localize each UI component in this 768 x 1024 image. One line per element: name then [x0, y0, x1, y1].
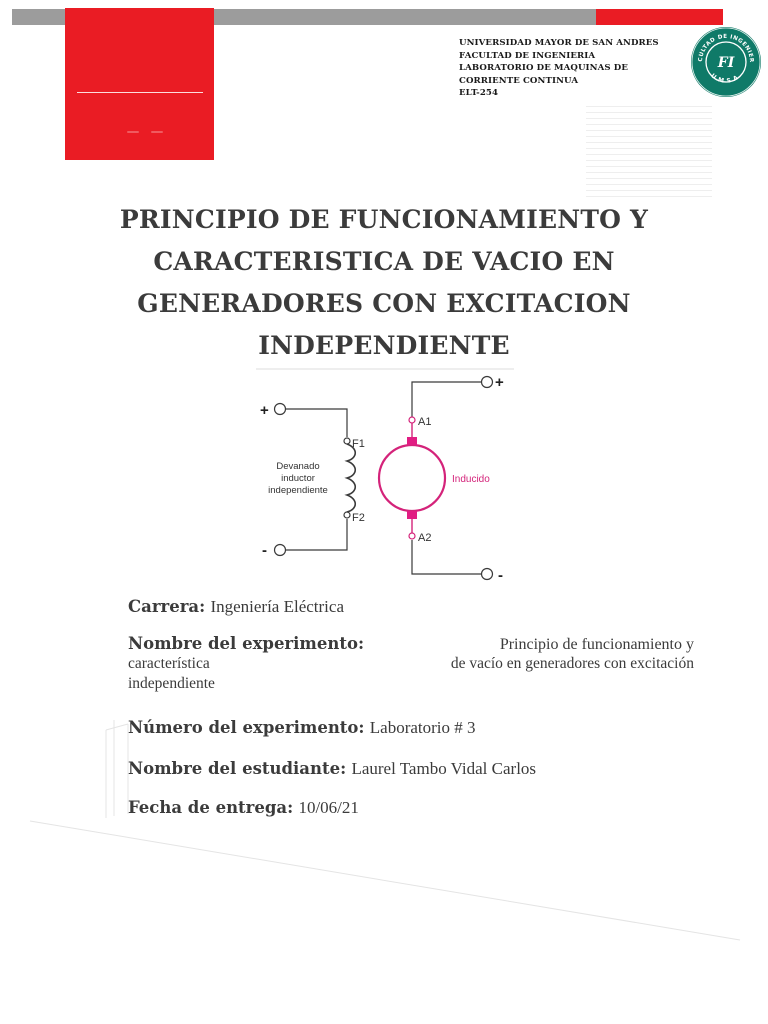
faculty-logo: [690, 26, 762, 98]
a2-label: A2: [418, 532, 432, 544]
f1-label: F1: [352, 438, 365, 450]
field-plus-label: +: [260, 402, 269, 419]
document-title: [118, 199, 650, 367]
field-minus-label: -: [262, 542, 267, 559]
experimento-value-line1: Principio de funcionamiento y: [499, 636, 694, 653]
red-block-dash: [127, 131, 139, 133]
f2-label: F2: [352, 512, 365, 524]
winding-label-line: Devanado: [276, 461, 320, 472]
numero-value: Laboratorio # 3: [369, 718, 476, 737]
winding-label-line: inductor: [281, 473, 315, 484]
university-info: [459, 37, 659, 100]
title-line: CARACTERISTICA DE VACIO EN: [153, 247, 615, 276]
estudiante-value: Laurel Tambo Vidal Carlos: [351, 759, 537, 778]
armature-plus-label: +: [495, 374, 504, 391]
title-line: PRINCIPIO DE FUNCIONAMIENTO Y: [119, 205, 649, 234]
red-header-block: [65, 8, 214, 160]
decorative-lines: [0, 700, 768, 1024]
armature-minus-label: -: [498, 567, 503, 584]
university-line: UNIVERSIDAD MAYOR DE SAN ANDRES: [459, 38, 659, 48]
logo-ring-text-top: CULTAD DE INGENIER: [697, 33, 755, 63]
experimento-value-line3: independiente: [128, 675, 215, 692]
circuit-diagram: [256, 367, 516, 589]
red-block-line: [77, 92, 203, 93]
top-red-accent: [596, 9, 723, 25]
estudiante-label: Nombre del estudiante:: [128, 759, 347, 778]
fecha-label: Fecha de entrega:: [128, 798, 294, 817]
winding-label-line: independiente: [268, 485, 328, 496]
numero-label: Número del experimento:: [128, 718, 365, 737]
logo-ring-text-bottom: U.M.S.A.: [709, 72, 743, 85]
a1-label: A1: [418, 416, 432, 428]
carrera-label: Carrera:: [128, 597, 206, 616]
course-code: ELT-254: [459, 88, 499, 98]
title-line: INDEPENDIENTE: [258, 331, 510, 360]
experimento-value-line2-right: de vacío en generadores con excitación: [450, 655, 694, 672]
logo-monogram: FI: [717, 55, 735, 71]
header-stripes: [586, 106, 712, 202]
faculty-line: FACULTAD DE INGENIERIA: [459, 50, 596, 61]
armature-label: Inducido: [452, 474, 490, 485]
title-line: GENERADORES CON EXCITACION: [137, 289, 631, 318]
experimento-value-line2-left: característica: [128, 655, 210, 672]
carrera-value: Ingeniería Eléctrica: [210, 597, 344, 616]
lab-line-2: CORRIENTE CONTINUA: [459, 75, 579, 86]
red-block-dash: [151, 131, 163, 133]
field-carrera: [128, 596, 344, 618]
lab-line: LABORATORIO DE MAQUINAS DE: [459, 63, 628, 73]
field-experimento: [128, 634, 694, 694]
experimento-label: Nombre del experimento:: [128, 634, 365, 653]
fecha-value: 10/06/21: [298, 798, 359, 817]
